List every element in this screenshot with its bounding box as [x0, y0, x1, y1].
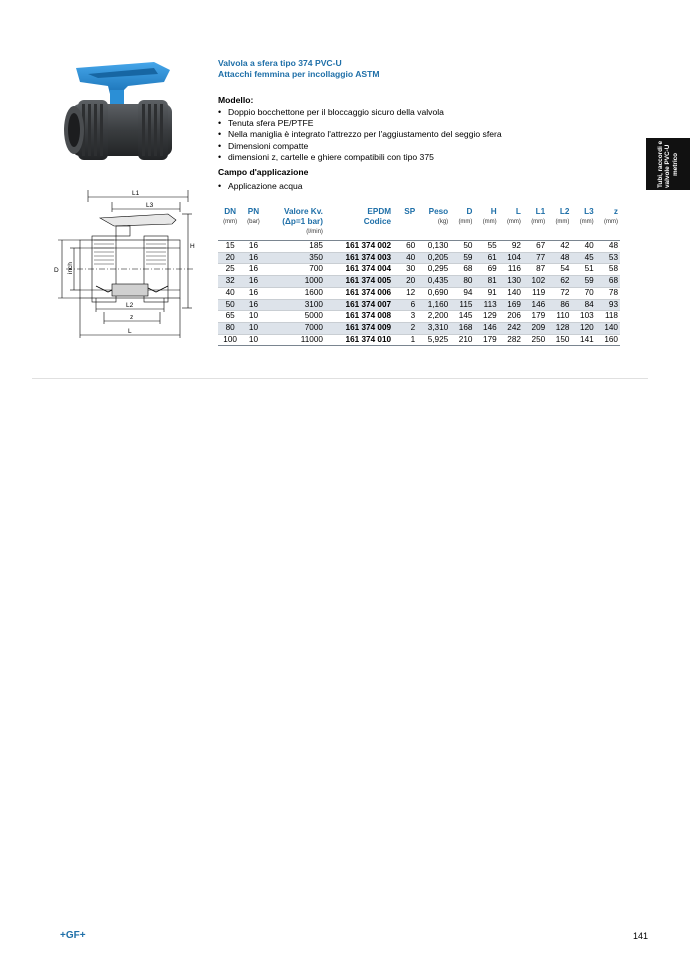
side-tab-line2: valvole PVC-U	[664, 144, 672, 188]
table-cell: 0,205	[417, 252, 450, 264]
table-cell: 5,925	[417, 334, 450, 346]
table-cell: 77	[523, 252, 547, 264]
col-header-dn: DN (mm)	[218, 207, 242, 241]
table-cell: 161 374 004	[325, 264, 397, 276]
table-cell: 16	[242, 241, 264, 253]
table-cell: 50	[450, 241, 474, 253]
col-header-sp: SP	[397, 207, 417, 241]
table-cell: 61	[474, 252, 498, 264]
table-row	[218, 276, 620, 288]
table-row	[218, 287, 620, 299]
table-cell: 110	[547, 311, 571, 323]
table-cell: 141	[571, 334, 595, 346]
table-cell: 161 374 005	[325, 276, 397, 288]
table-cell: 54	[547, 264, 571, 276]
col-header-l: L (mm)	[499, 207, 523, 241]
table-cell: 16	[242, 299, 264, 311]
section-divider	[32, 378, 648, 379]
campo-list	[218, 181, 303, 192]
table-cell: 94	[450, 287, 474, 299]
table-cell: 84	[571, 299, 595, 311]
table-cell: 3,310	[417, 322, 450, 334]
table-row	[218, 311, 620, 323]
table-cell: 0,435	[417, 276, 450, 288]
table-cell: 12	[397, 287, 417, 299]
list-item: • Applicazione acqua	[218, 181, 303, 192]
table-cell: 146	[523, 299, 547, 311]
table-cell: 102	[523, 276, 547, 288]
table-cell: 16	[242, 287, 264, 299]
table-cell: 1600	[265, 287, 325, 299]
table-cell: 87	[523, 264, 547, 276]
table-cell: 116	[499, 264, 523, 276]
table-cell: 282	[499, 334, 523, 346]
table-cell: 7000	[265, 322, 325, 334]
table-cell: 128	[547, 322, 571, 334]
col-header-l1: L1 (mm)	[523, 207, 547, 241]
table-cell: 40	[571, 241, 595, 253]
table-cell: 5000	[265, 311, 325, 323]
dim-label-l: L	[128, 328, 132, 335]
table-cell: 42	[547, 241, 571, 253]
table-cell: 1000	[265, 276, 325, 288]
table-row	[218, 334, 620, 346]
dim-label-l3: L3	[146, 202, 154, 209]
table-cell: 161 374 003	[325, 252, 397, 264]
table-cell: 62	[547, 276, 571, 288]
table-cell: 129	[474, 311, 498, 323]
table-cell: 146	[474, 322, 498, 334]
table-cell: 6	[397, 299, 417, 311]
table-cell: 45	[571, 252, 595, 264]
table-row	[218, 299, 620, 311]
table-cell: 2,200	[417, 311, 450, 323]
table-cell: 115	[450, 299, 474, 311]
table-cell: 0,690	[417, 287, 450, 299]
modello-list	[218, 107, 502, 163]
table-cell: 113	[474, 299, 498, 311]
col-header-d: D (mm)	[450, 207, 474, 241]
table-cell: 130	[499, 276, 523, 288]
table-cell: 20	[218, 252, 242, 264]
table-cell: 11000	[265, 334, 325, 346]
col-header-h: H (mm)	[474, 207, 498, 241]
table-header-row	[218, 207, 620, 241]
product-title	[218, 58, 380, 80]
col-header-kv: Valore Kv. (Δp=1 bar) (l/min)	[265, 207, 325, 241]
product-title-line2: Attacchi femmina per incollaggio ASTM	[218, 69, 380, 79]
table-cell: 86	[547, 299, 571, 311]
list-item: • Nella maniglia è integrato l'attrezzo per l'aggiustamento del seggio sfera	[218, 129, 502, 140]
table-cell: 67	[523, 241, 547, 253]
table-cell: 209	[523, 322, 547, 334]
table-cell: 40	[218, 287, 242, 299]
table-cell: 50	[218, 299, 242, 311]
table-cell: 0,295	[417, 264, 450, 276]
dim-label-z: z	[130, 314, 134, 321]
table-cell: 10	[242, 322, 264, 334]
table-cell: 2	[397, 322, 417, 334]
valve-photo	[58, 60, 188, 175]
list-item: • Tenuta sfera PE/PTFE	[218, 118, 502, 129]
table-cell: 70	[571, 287, 595, 299]
table-cell: 68	[450, 264, 474, 276]
table-cell: 48	[547, 252, 571, 264]
gf-logo: +GF+	[60, 930, 86, 941]
table-row	[218, 322, 620, 334]
table-cell: 78	[596, 287, 620, 299]
table-cell: 16	[242, 252, 264, 264]
table-cell: 140	[596, 322, 620, 334]
table-cell: 100	[218, 334, 242, 346]
table-cell: 161 374 008	[325, 311, 397, 323]
table-cell: 161 374 006	[325, 287, 397, 299]
table-cell: 10	[242, 311, 264, 323]
dim-label-l1: L1	[132, 190, 140, 197]
page-number: 141	[633, 931, 649, 941]
col-header-code: EPDM Codice	[325, 207, 397, 241]
table-cell: 700	[265, 264, 325, 276]
table-cell: 30	[397, 264, 417, 276]
table-cell: 104	[499, 252, 523, 264]
table-cell: 160	[596, 334, 620, 346]
table-cell: 145	[450, 311, 474, 323]
col-header-z: z (mm)	[596, 207, 620, 241]
table-cell: 25	[218, 264, 242, 276]
side-tab-line1: Tubi, raccordi e	[656, 140, 664, 188]
list-item: • Doppio bocchettone per il bloccaggio sicuro della valvola	[218, 107, 502, 118]
table-cell: 81	[474, 276, 498, 288]
col-header-l3: L3 (mm)	[571, 207, 595, 241]
table-cell: 51	[571, 264, 595, 276]
campo-heading: Campo d'applicazione	[218, 167, 309, 177]
table-cell: 60	[397, 241, 417, 253]
table-cell: 92	[499, 241, 523, 253]
table-cell: 140	[499, 287, 523, 299]
list-item: • dimensioni z, cartelle e ghiere compatibili con tipo 375	[218, 152, 502, 163]
table-cell: 120	[571, 322, 595, 334]
table-cell: 168	[450, 322, 474, 334]
table-cell: 169	[499, 299, 523, 311]
table-cell: 250	[523, 334, 547, 346]
col-header-pn: PN (bar)	[242, 207, 264, 241]
table-cell: 119	[523, 287, 547, 299]
dim-label-h: H	[190, 243, 195, 250]
table-cell: 65	[218, 311, 242, 323]
table-cell: 3100	[265, 299, 325, 311]
table-cell: 161 374 009	[325, 322, 397, 334]
table-cell: 16	[242, 264, 264, 276]
table-cell: 59	[450, 252, 474, 264]
dim-label-d: D	[54, 267, 59, 274]
section-side-tab	[646, 138, 690, 190]
table-cell: 68	[596, 276, 620, 288]
col-header-l2: L2 (mm)	[547, 207, 571, 241]
spec-table-body	[218, 241, 620, 346]
table-cell: 16	[242, 276, 264, 288]
table-cell: 150	[547, 334, 571, 346]
side-tab-line3: metrico	[671, 152, 679, 176]
table-cell: 69	[474, 264, 498, 276]
table-cell: 3	[397, 311, 417, 323]
table-cell: 15	[218, 241, 242, 253]
table-cell: 59	[571, 276, 595, 288]
list-item: • Dimensioni compatte	[218, 141, 502, 152]
table-cell: 161 374 010	[325, 334, 397, 346]
table-cell: 10	[242, 334, 264, 346]
dim-label-inch: inch	[67, 262, 74, 274]
table-cell: 72	[547, 287, 571, 299]
table-cell: 1	[397, 334, 417, 346]
table-cell: 350	[265, 252, 325, 264]
table-cell: 206	[499, 311, 523, 323]
table-cell: 118	[596, 311, 620, 323]
table-cell: 210	[450, 334, 474, 346]
table-cell: 20	[397, 276, 417, 288]
table-cell: 161 374 007	[325, 299, 397, 311]
table-cell: 40	[397, 252, 417, 264]
table-cell: 93	[596, 299, 620, 311]
table-row	[218, 241, 620, 253]
table-row	[218, 264, 620, 276]
valve-technical-drawing	[52, 188, 200, 343]
table-cell: 55	[474, 241, 498, 253]
table-cell: 179	[523, 311, 547, 323]
table-cell: 80	[218, 322, 242, 334]
table-cell: 103	[571, 311, 595, 323]
table-cell: 161 374 002	[325, 241, 397, 253]
col-header-peso: Peso (kg)	[417, 207, 450, 241]
table-cell: 242	[499, 322, 523, 334]
dim-label-l2: L2	[126, 302, 134, 309]
table-cell: 179	[474, 334, 498, 346]
product-title-line1: Valvola a sfera tipo 374 PVC-U	[218, 58, 342, 68]
table-cell: 58	[596, 264, 620, 276]
table-cell: 48	[596, 241, 620, 253]
table-cell: 32	[218, 276, 242, 288]
table-cell: 1,160	[417, 299, 450, 311]
table-cell: 185	[265, 241, 325, 253]
table-cell: 80	[450, 276, 474, 288]
modello-heading: Modello:	[218, 95, 254, 105]
table-cell: 0,130	[417, 241, 450, 253]
spec-table	[218, 207, 620, 346]
table-cell: 91	[474, 287, 498, 299]
table-cell: 53	[596, 252, 620, 264]
table-row	[218, 252, 620, 264]
